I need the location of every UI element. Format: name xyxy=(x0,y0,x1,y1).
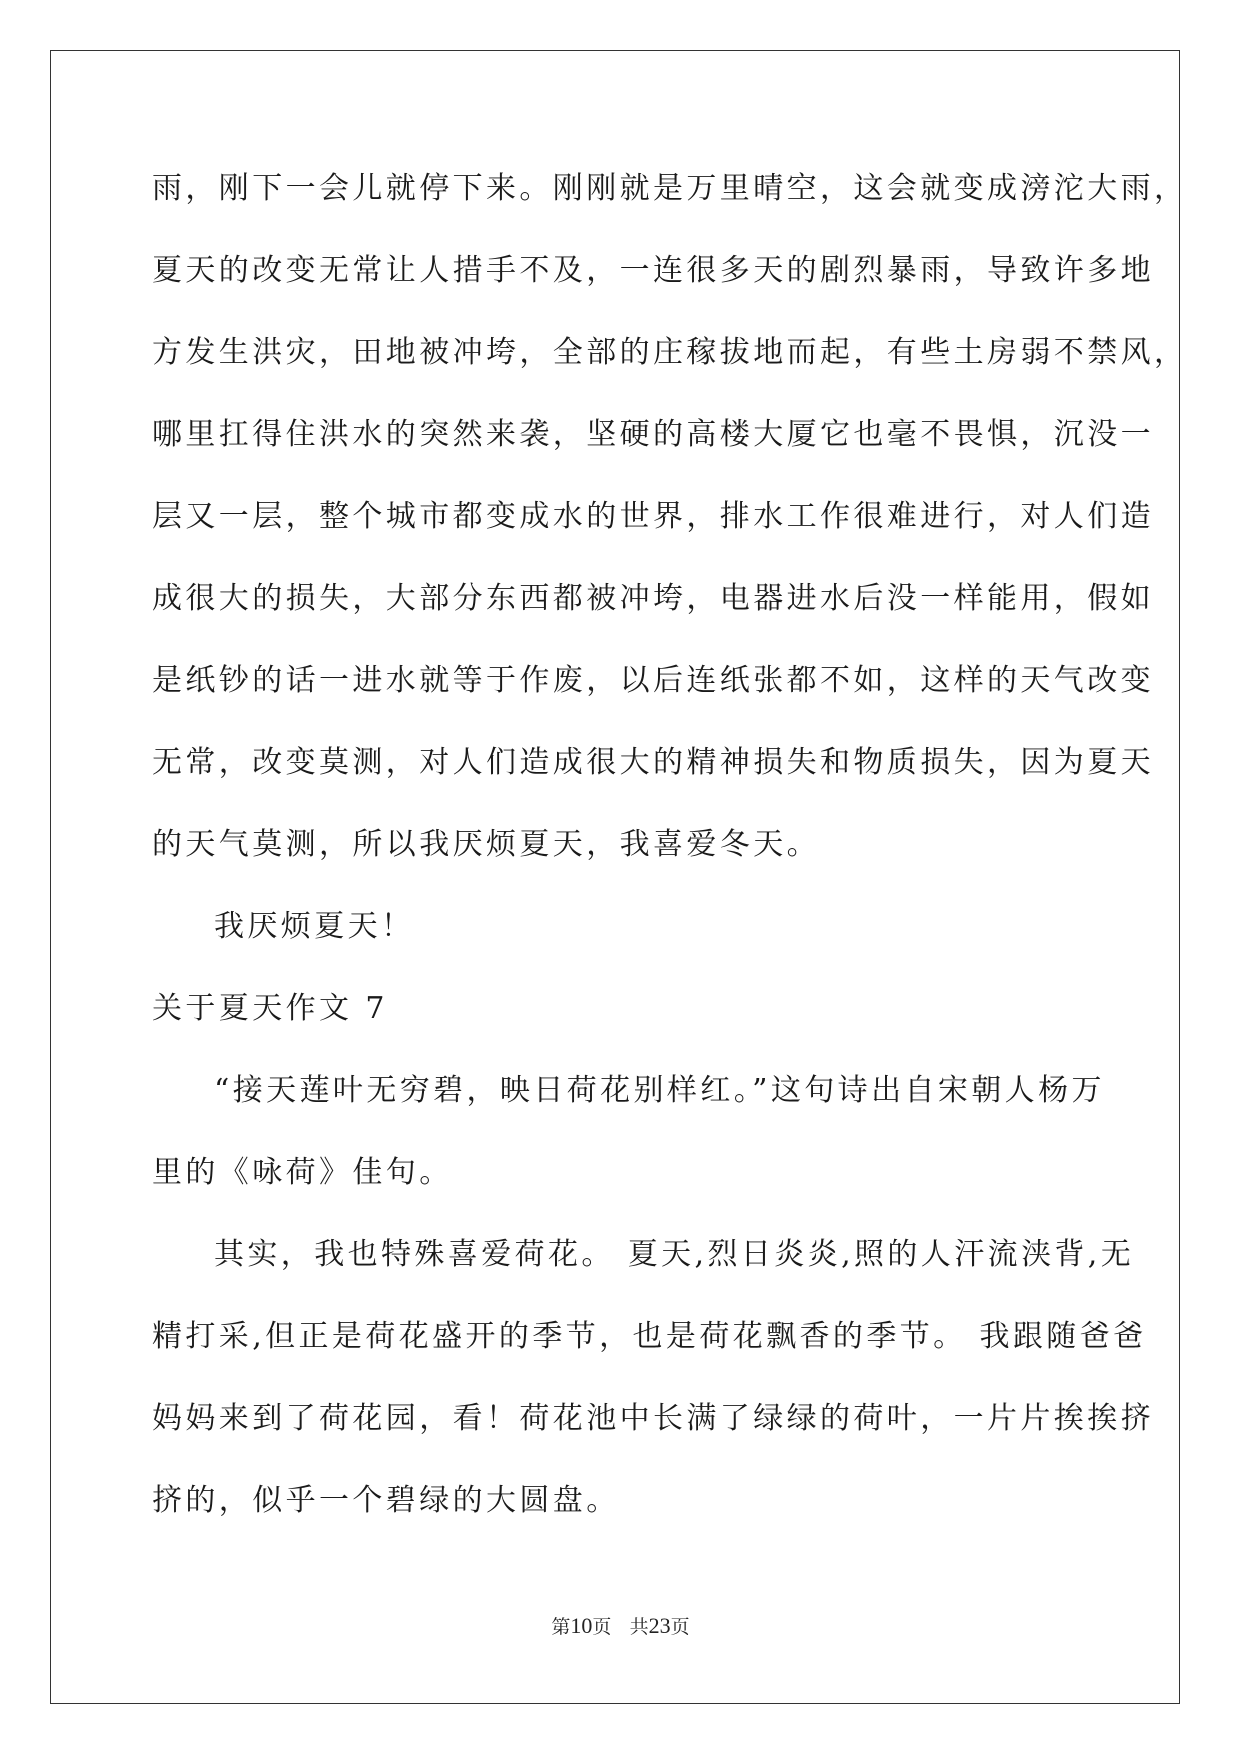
total-suffix: 页 xyxy=(670,1616,690,1638)
page-footer xyxy=(0,1612,1241,1639)
paragraph-line: 挤的，似乎一个碧绿的大圆盘。 xyxy=(152,1483,620,1518)
paragraph-line: 是纸钞的话一进水就等于作废，以后连纸张都不如，这样的天气改变 xyxy=(152,663,1154,698)
total-pages: 23 xyxy=(648,1613,671,1638)
paragraph-line: 夏天的改变无常让人措手不及，一连很多天的剧烈暴雨，导致许多地 xyxy=(152,253,1154,288)
page-prefix: 第 xyxy=(551,1616,571,1638)
page-number: 10 xyxy=(570,1613,593,1638)
paragraph-line: 其实，我也特殊喜爱荷花。 夏天,烈日炎炎,照的人汗流浃背,无 xyxy=(214,1237,1135,1272)
paragraph-line: 无常，改变莫测，对人们造成很大的精神损失和物质损失，因为夏天 xyxy=(152,745,1154,780)
document-body xyxy=(152,148,1188,1542)
paragraph-line: 层又一层，整个城市都变成水的世界，排水工作很难进行，对人们造 xyxy=(152,499,1154,534)
paragraph-line: 哪里扛得住洪水的突然来袭，坚硬的高楼大厦它也毫不畏惧，沉没一 xyxy=(152,417,1154,452)
paragraph-line: 方发生洪灾，田地被冲垮，全部的庄稼拔地而起，有些土房弱不禁风， xyxy=(152,335,1188,370)
paragraph-line: 雨，刚下一会儿就停下来。刚刚就是万里晴空，这会就变成滂沱大雨， xyxy=(152,171,1188,206)
paragraph-line: 成很大的损失，大部分东西都被冲垮，电器进水后没一样能用，假如 xyxy=(152,581,1154,616)
paragraph-line: 妈妈来到了荷花园，看！荷花池中长满了绿绿的荷叶，一片片挨挨挤 xyxy=(152,1401,1154,1436)
total-prefix: 共 xyxy=(629,1616,649,1638)
page-suffix: 页 xyxy=(592,1616,612,1638)
paragraph-line: 我厌烦夏天！ xyxy=(214,909,415,944)
paragraph-line: 里的《咏荷》佳句。 xyxy=(152,1155,453,1190)
paragraph-line: “接天莲叶无穷碧，映日荷花别样红。”这句诗出自宋朝人杨万 xyxy=(214,1073,1105,1108)
section-heading: 关于夏天作文 7 xyxy=(152,991,388,1026)
paragraph-line: 的天气莫测，所以我厌烦夏天，我喜爱冬天。 xyxy=(152,827,820,862)
paragraph-line: 精打采,但正是荷花盛开的季节，也是荷花飘香的季节。 我跟随爸爸 xyxy=(152,1319,1147,1354)
